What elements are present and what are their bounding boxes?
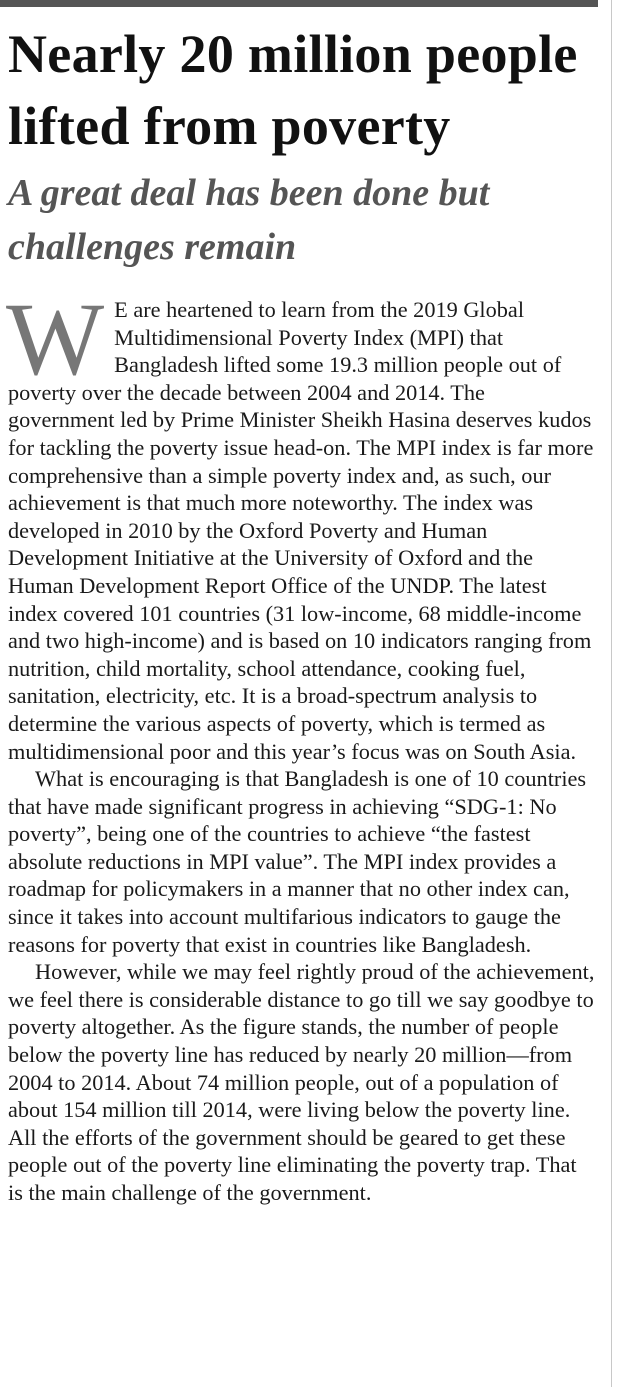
article-body	[6, 282, 596, 1207]
column-divider	[611, 0, 612, 1387]
paragraph-1	[6, 282, 596, 765]
paragraph-1-text: E are heartened to learn from the 2019 Global Multidimensional Poverty Index (MPI) that Bangladesh lifted some 19.3 million people out of poverty over the decade between 2004 and 2014. The government led by Prime Minister Sheikh Hasina deserves kudos for tackling the poverty issue head-on. The MPI index is far more comprehensive than a simple poverty index and, as such, our achievement is that much more noteworthy. The index was developed in 2010 by the Oxford Poverty and Human Development Initiative at the University of Oxford and the Human Development Report Office of the UNDP. The latest index covered 101 countries (31 low-income, 68 middle-income and two high-income) and is based on 10 indicators ranging from nutrition, child mortality, school attendance, cooking fuel, sanitation, electricity, etc. It is a broad-spectrum analysis to determine the various aspects of poverty, which is termed as multidimensional poor and this year’s focus was on South Asia.	[8, 297, 594, 764]
paragraph-3: However, while we may feel rightly proud of the achievement, we feel there is considerable distance to go till we say goodbye to poverty altogether. As the figure stands, the number of people below the poverty line has reduced by nearly 20 million—from 2004 to 2014. About 74 million people, out of a population of about 154 million till 2014, were living below the poverty line. All the efforts of the government should be geared to get these people out of the poverty line eliminating the poverty trap. That is the main challenge of the government.	[8, 959, 595, 1205]
subheadline: A great deal has been done but challenges remain	[8, 172, 490, 268]
drop-cap: W	[6, 282, 105, 397]
top-rule	[0, 0, 598, 7]
paragraph-2: What is encouraging is that Bangladesh is one of 10 countries that have made significant progress in achieving “SDG-1: No poverty”, being one of the countries to achieve “the fastest absolute reductions in MPI value”. The MPI index provides a roadmap for policymakers in a manner that no other index can, since it takes into account multifarious indicators to gauge the reasons for poverty that exist in countries like Bangladesh.	[8, 766, 587, 957]
headline: Nearly 20 million people lifted from poverty	[8, 24, 578, 156]
editorial-article	[8, 18, 596, 1207]
